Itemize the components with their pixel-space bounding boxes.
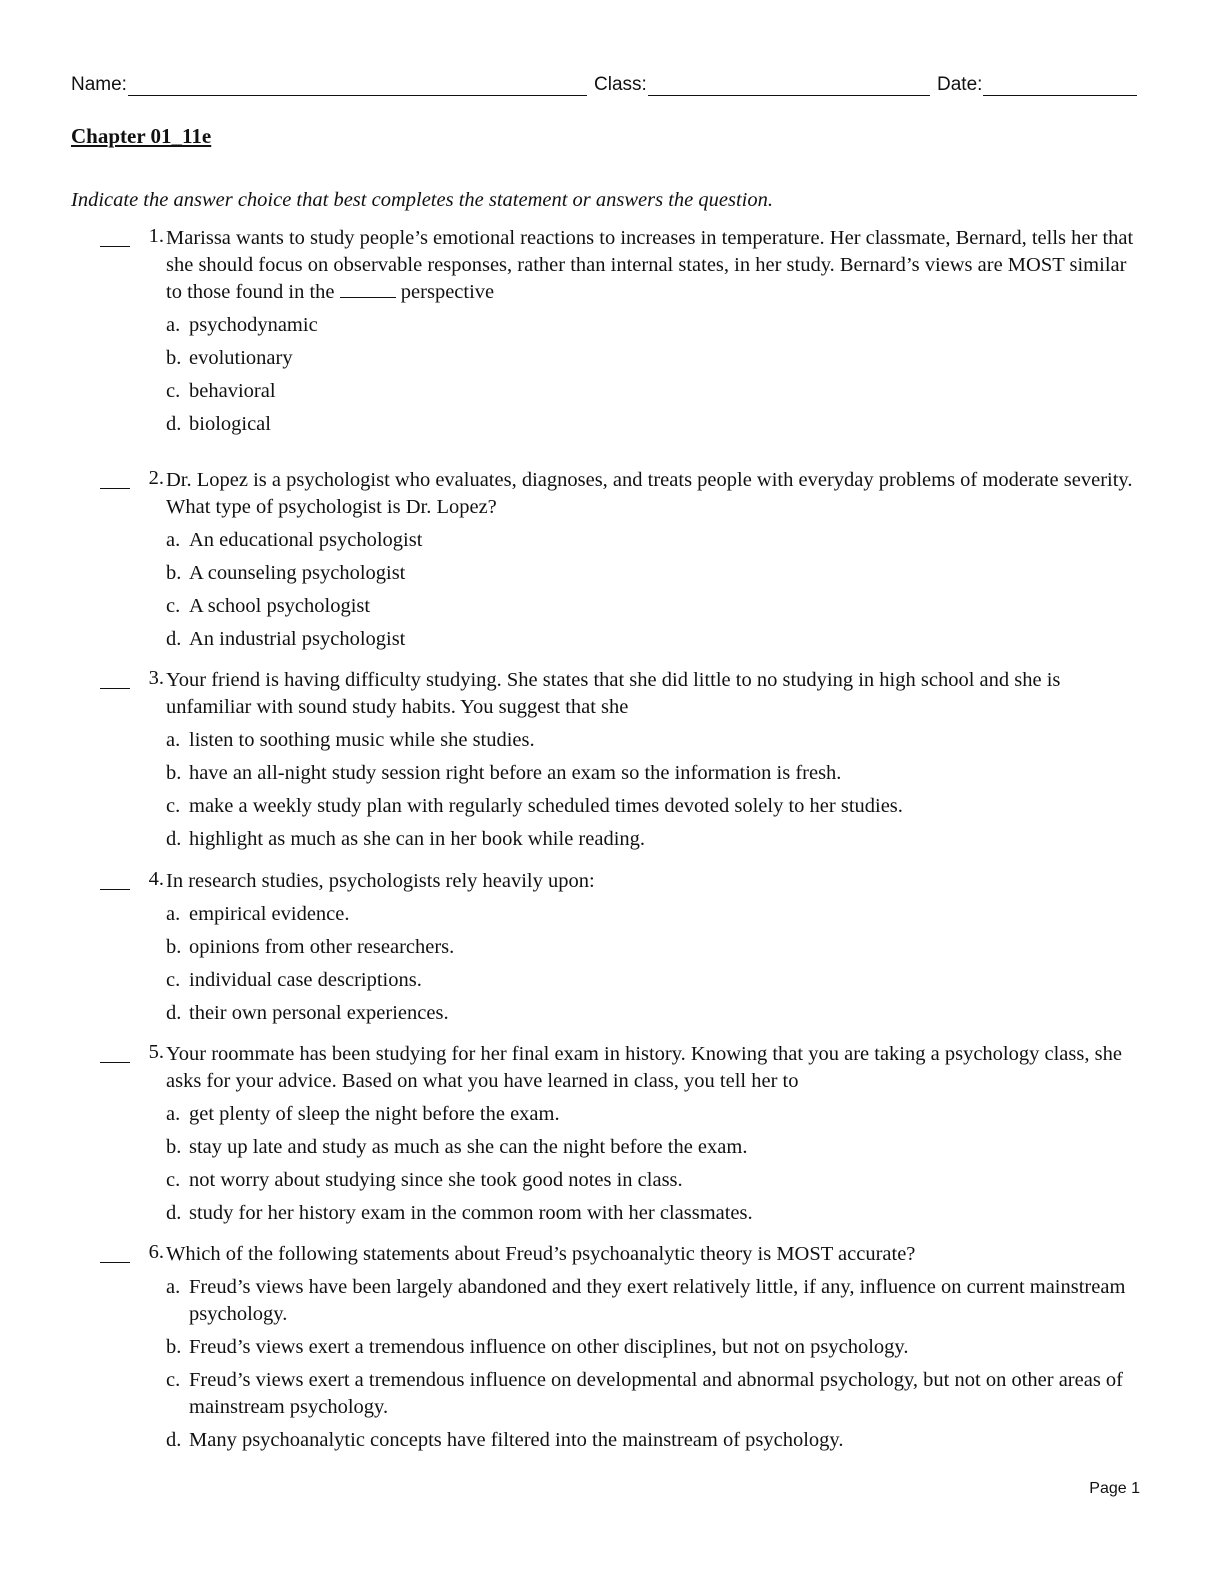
question-stem: Dr. Lopez is a psychologist who evaluates, diagnoses, and treats people with everyday problems of moderate severity. What type of psychologist is Dr. Lopez? bbox=[166, 469, 1133, 518]
option-text: their own personal experiences. bbox=[189, 1002, 449, 1024]
option-text: behavioral bbox=[189, 380, 276, 402]
option-b[interactable] bbox=[166, 560, 1145, 587]
answer-options bbox=[166, 1274, 1145, 1454]
option-text: psychodynamic bbox=[189, 314, 318, 336]
question-6 bbox=[100, 1241, 1145, 1454]
option-d[interactable] bbox=[166, 1200, 1145, 1227]
option-d[interactable] bbox=[166, 826, 1145, 853]
option-text: Freud’s views exert a tremendous influence on other disciplines, but not on psychology. bbox=[189, 1336, 909, 1358]
option-letter: c. bbox=[166, 380, 181, 402]
option-a[interactable] bbox=[166, 1274, 1145, 1328]
student-info-header bbox=[71, 72, 1141, 98]
option-letter: d. bbox=[166, 1429, 182, 1451]
option-letter: c. bbox=[166, 1169, 181, 1191]
option-letter: d. bbox=[166, 1202, 182, 1224]
option-text: A school psychologist bbox=[189, 595, 371, 617]
option-text: individual case descriptions. bbox=[189, 969, 422, 991]
class-field bbox=[594, 72, 930, 96]
option-text: have an all-night study session right before an exam so the information is fresh. bbox=[189, 762, 842, 784]
question-stem bbox=[166, 225, 1145, 306]
option-c[interactable] bbox=[166, 1167, 1145, 1194]
question-3 bbox=[100, 667, 1145, 853]
fill-in-blank bbox=[340, 279, 396, 298]
option-text: highlight as much as she can in her book while reading. bbox=[189, 828, 646, 850]
option-letter: a. bbox=[166, 314, 181, 336]
answer-options bbox=[166, 1101, 1145, 1227]
option-text: Many psychoanalytic concepts have filtered into the mainstream of psychology. bbox=[189, 1429, 844, 1451]
question-5 bbox=[100, 1041, 1145, 1227]
option-text: evolutionary bbox=[189, 347, 293, 369]
answer-options bbox=[166, 527, 1145, 653]
question-stem: In research studies, psychologists rely heavily upon: bbox=[166, 870, 595, 892]
question-number: 2. bbox=[148, 467, 164, 489]
option-letter: a. bbox=[166, 903, 181, 925]
option-letter: a. bbox=[166, 1276, 181, 1298]
option-text: study for her history exam in the common room with her classmates. bbox=[189, 1202, 753, 1224]
question-number: 6. bbox=[148, 1241, 164, 1263]
question-number: 1. bbox=[148, 225, 164, 247]
instructions: Indicate the answer choice that best completes the statement or answers the question. bbox=[71, 189, 773, 211]
answer-options bbox=[166, 727, 1145, 853]
option-letter: d. bbox=[166, 828, 182, 850]
answer-options bbox=[166, 901, 1145, 1027]
option-c[interactable] bbox=[166, 378, 1145, 405]
option-text: Freud’s views have been largely abandoned and they exert relatively little, if any, influence on current mainstream psychology. bbox=[189, 1276, 1126, 1325]
option-text: biological bbox=[189, 413, 271, 435]
option-c[interactable] bbox=[166, 593, 1145, 620]
option-d[interactable] bbox=[166, 626, 1145, 653]
option-letter: b. bbox=[166, 1136, 182, 1158]
option-a[interactable] bbox=[166, 527, 1145, 554]
chapter-title: Chapter 01_11e bbox=[71, 124, 212, 148]
class-label: Class: bbox=[594, 74, 647, 95]
option-letter: b. bbox=[166, 936, 182, 958]
date-field bbox=[937, 72, 1137, 96]
option-text: make a weekly study plan with regularly scheduled times devoted solely to her studies. bbox=[189, 795, 903, 817]
name-label: Name: bbox=[71, 74, 127, 95]
option-b[interactable] bbox=[166, 345, 1145, 372]
option-text: An educational psychologist bbox=[189, 529, 423, 551]
question-stem-text-end: perspective bbox=[400, 281, 495, 303]
question-number: 5. bbox=[148, 1041, 164, 1063]
page-number: Page 1 bbox=[1089, 1480, 1140, 1497]
option-letter: d. bbox=[166, 1002, 182, 1024]
option-a[interactable] bbox=[166, 727, 1145, 754]
option-d[interactable] bbox=[166, 1000, 1145, 1027]
name-field bbox=[71, 72, 587, 96]
option-letter: c. bbox=[166, 1369, 181, 1391]
question-4 bbox=[100, 868, 1145, 1027]
option-c[interactable] bbox=[166, 793, 1145, 820]
date-blank-line[interactable] bbox=[983, 73, 1137, 96]
class-blank-line[interactable] bbox=[648, 73, 930, 96]
option-text: not worry about studying since she took good notes in class. bbox=[189, 1169, 683, 1191]
option-c[interactable] bbox=[166, 967, 1145, 994]
answer-blank[interactable] bbox=[100, 230, 130, 247]
option-c[interactable] bbox=[166, 1367, 1145, 1421]
question-number: 3. bbox=[148, 667, 164, 689]
option-b[interactable] bbox=[166, 1134, 1145, 1161]
option-text: A counseling psychologist bbox=[189, 562, 406, 584]
question-number: 4. bbox=[148, 868, 164, 890]
option-letter: c. bbox=[166, 795, 181, 817]
answer-options bbox=[166, 312, 1145, 438]
option-text: empirical evidence. bbox=[189, 903, 350, 925]
option-text: opinions from other researchers. bbox=[189, 936, 455, 958]
option-d[interactable] bbox=[166, 411, 1145, 438]
option-letter: b. bbox=[166, 562, 182, 584]
option-letter: a. bbox=[166, 529, 181, 551]
option-b[interactable] bbox=[166, 934, 1145, 961]
option-b[interactable] bbox=[166, 760, 1145, 787]
option-text: listen to soothing music while she studies. bbox=[189, 729, 535, 751]
answer-blank[interactable] bbox=[100, 1246, 130, 1263]
option-text: Freud’s views exert a tremendous influence on developmental and abnormal psychology, but not on other areas of mainstream psychology. bbox=[189, 1369, 1124, 1418]
option-a[interactable] bbox=[166, 312, 1145, 339]
option-text: stay up late and study as much as she can the night before the exam. bbox=[189, 1136, 748, 1158]
option-text: An industrial psychologist bbox=[189, 628, 406, 650]
option-letter: a. bbox=[166, 729, 181, 751]
option-letter: b. bbox=[166, 762, 182, 784]
option-letter: d. bbox=[166, 628, 182, 650]
option-letter: c. bbox=[166, 969, 181, 991]
answer-blank[interactable] bbox=[100, 1046, 130, 1063]
answer-blank[interactable] bbox=[100, 873, 130, 890]
question-2 bbox=[100, 467, 1145, 653]
option-b[interactable] bbox=[166, 1334, 1145, 1361]
question-stem: Your roommate has been studying for her final exam in history. Knowing that you are taking a psychology class, she asks for your advice. Based on what you have learned in class, you tell her to bbox=[166, 1043, 1122, 1092]
option-a[interactable] bbox=[166, 1101, 1145, 1128]
option-letter: a. bbox=[166, 1103, 181, 1125]
option-letter: b. bbox=[166, 1336, 182, 1358]
answer-blank[interactable] bbox=[100, 672, 130, 689]
option-letter: d. bbox=[166, 413, 182, 435]
option-d[interactable] bbox=[166, 1427, 1145, 1454]
name-blank-line[interactable] bbox=[128, 73, 587, 96]
question-stem-text: Marissa wants to study people’s emotional reactions to increases in temperature. Her classmate, Bernard, tells her that she should focus on observable responses, rather than internal states, in her study. Bernard’s views are MOST similar to those found in the bbox=[166, 227, 1134, 303]
option-text: get plenty of sleep the night before the exam. bbox=[189, 1103, 560, 1125]
answer-blank[interactable] bbox=[100, 472, 130, 489]
question-stem: Your friend is having difficulty studying. She states that she did little to no studying in high school and she is unfamiliar with sound study habits. You suggest that she bbox=[166, 669, 1061, 718]
date-label: Date: bbox=[937, 74, 983, 95]
question-stem: Which of the following statements about Freud’s psychoanalytic theory is MOST accurate? bbox=[166, 1243, 916, 1265]
question-1 bbox=[100, 225, 1145, 438]
option-letter: c. bbox=[166, 595, 181, 617]
option-letter: b. bbox=[166, 347, 182, 369]
option-a[interactable] bbox=[166, 901, 1145, 928]
